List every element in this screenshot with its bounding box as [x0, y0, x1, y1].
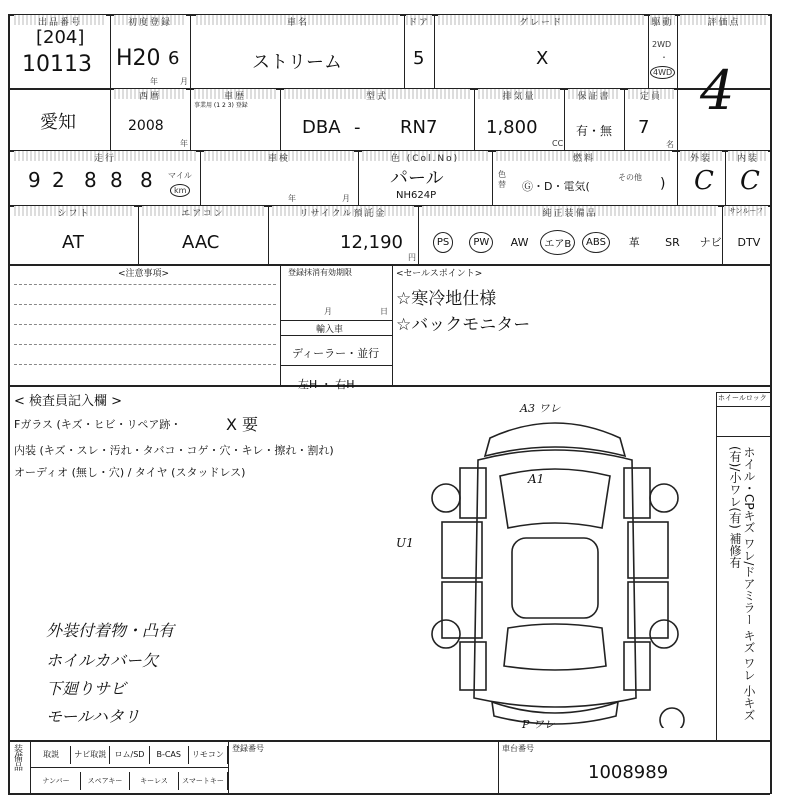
inspection-label: 車検 — [204, 151, 354, 161]
fuel-close: ) — [660, 176, 666, 192]
exterior-label: 外装 — [680, 151, 722, 161]
first-reg-month: 6 — [168, 48, 180, 69]
footer-equipment-item: スペアキー — [81, 772, 130, 790]
steering-side: 左H ・ 右H — [298, 378, 355, 391]
footer-equipment-item: キーレス — [130, 772, 179, 790]
register-label: 登録番号 — [232, 744, 264, 753]
equipment-item-label: エアB — [540, 230, 575, 255]
cc-unit: CC — [552, 139, 564, 148]
first-reg-era: H20 — [116, 46, 161, 71]
equipment-item — [692, 226, 730, 258]
equipment-item — [500, 226, 538, 258]
equipment-item — [615, 226, 653, 258]
sunroof-label: サンルーフ — [724, 206, 768, 216]
footer-equipment-item: リモコン — [189, 746, 228, 764]
footer-equipment-item: ナビ取説 — [71, 746, 110, 764]
handwritten-note-3: 下廻りサビ — [46, 679, 127, 698]
equipment-label: 純正装備品 — [422, 206, 718, 216]
footer-equipment-item: 取説 — [32, 746, 71, 764]
mark-a3: A3 ワレ — [520, 402, 561, 415]
footer-equipment-item: スマートキー — [179, 772, 228, 790]
equipment-item — [462, 226, 500, 258]
km-unit-circled: km — [170, 184, 190, 197]
model-dash: - — [354, 117, 361, 138]
doors-label: ドア — [406, 15, 432, 25]
chassis-number: 1008989 — [588, 762, 669, 783]
expiry-label: 登録抹消有効期限 — [288, 268, 352, 277]
glass-line: Fガラス (キズ・ヒビ・リペア跡・ — [14, 418, 182, 431]
mileage-digit-5: 8 — [140, 168, 153, 192]
mark-u1: U1 — [396, 536, 414, 550]
equipment-item — [539, 226, 577, 258]
history-label: 車歴 — [194, 89, 276, 99]
equipment-item-label: PS — [433, 232, 453, 253]
warranty-label: 保証書 — [568, 89, 620, 99]
year-unit-2: 年 — [180, 139, 188, 148]
ac: AAC — [182, 232, 220, 253]
color-code: NH624P — [396, 190, 437, 201]
dealer-parallel: ディーラー・並行 — [292, 347, 380, 360]
score: 4 — [700, 59, 735, 122]
year-label: 西暦 — [114, 89, 186, 99]
mileage-label: 走行 — [14, 151, 196, 161]
equipment-item-label: ABS — [582, 232, 610, 253]
warranty: 有・無 — [576, 124, 613, 138]
inspector-title: < 検査員記入欄 > — [14, 394, 123, 409]
equipment-item-label: SR — [665, 235, 680, 249]
displacement-label: 排気量 — [478, 89, 560, 99]
color: パール — [390, 168, 444, 189]
footer-equipment-row-2 — [32, 772, 228, 790]
footer-equipment-item: ロム/SD — [110, 746, 149, 764]
model-prefix: DBA — [302, 117, 341, 138]
drive-4wd-circled: 4WD — [650, 66, 675, 79]
ac-label: エアコン — [142, 206, 264, 216]
recycle-fee: 12,190 — [340, 232, 403, 253]
fuel-options: Ⓖ・D・電気( — [522, 180, 590, 193]
mark-p: P ワレ — [522, 718, 555, 731]
month-unit: 月 — [180, 77, 188, 86]
doors: 5 — [413, 48, 425, 69]
inspection-year-unit: 年 — [288, 194, 296, 203]
audio-line: オーディオ (無し・穴) / タイヤ (スタッドレス) — [14, 466, 246, 479]
year-unit: 年 — [150, 77, 158, 86]
glass-mark: X 要 — [226, 415, 259, 434]
displacement: 1,800 — [486, 117, 538, 138]
mile-unit: マイル — [168, 171, 192, 180]
shift: AT — [62, 232, 84, 253]
footer-equipment-item: ナンバー — [32, 772, 81, 790]
drive-label: 駆動 — [650, 15, 675, 25]
equipment-item-label: 革 — [628, 236, 640, 249]
inspection-month-unit: 月 — [342, 194, 350, 203]
expiry-day-label: 日 — [380, 307, 388, 316]
car-name: ストリーム — [252, 52, 342, 73]
equipment-item-label: AW — [510, 235, 529, 249]
mileage-digit-4: 8 — [110, 168, 123, 192]
year-value: 2008 — [128, 118, 164, 134]
equipment-item-label: DTV — [737, 235, 761, 249]
first-reg-label: 初度登録 — [114, 15, 186, 25]
car-name-label: 車名 — [196, 15, 400, 25]
exterior-grade: C — [694, 166, 714, 196]
fuel-other: その他 — [618, 173, 642, 182]
equipment-row — [424, 226, 768, 258]
chassis-label: 車台番号 — [502, 744, 534, 753]
footer-side-label: 装備品 — [12, 744, 22, 771]
drive-2wd: 2WD — [652, 40, 672, 49]
recycle-label: リサイクル預託金 — [272, 206, 414, 216]
grade-label: グレード — [438, 15, 644, 25]
sales-label: <セールスポイント> — [396, 269, 483, 279]
seats: 7 — [638, 117, 650, 138]
model-code: RN7 — [400, 117, 438, 138]
seats-unit: 名 — [666, 140, 674, 149]
color-label: 色 (Col.No) — [362, 151, 488, 161]
mark-a1: A1 — [528, 472, 545, 486]
wheel-lock-label: ホイールロック — [718, 394, 767, 402]
score-label: 評価点 — [680, 15, 768, 25]
side-note: ホイル・CPキズ ワレ/ドアミラー キズ ワレ 小キズ(有)/小ワレ(有) 補修有 — [728, 446, 756, 721]
drive-dot: ・ — [660, 53, 668, 62]
color-change: 色替 — [498, 170, 506, 189]
interior-line: 内装 (キズ・スレ・汚れ・タバコ・コゲ・穴・キレ・擦れ・割れ) — [14, 444, 334, 457]
caution-label: <注意事項> — [118, 269, 170, 279]
handwritten-note-1: 外装付着物・凸有 — [46, 621, 175, 640]
handwritten-note-4: モールハタリ — [46, 707, 140, 726]
footer-equipment-item: B-CAS — [150, 746, 189, 764]
import-label: 輸入車 — [316, 325, 344, 335]
expiry-month-label: 月 — [324, 307, 332, 316]
lot-label: 出品番号 — [14, 15, 106, 25]
yen-unit: 円 — [408, 253, 416, 262]
shift-label: シフト — [14, 206, 134, 216]
mileage-digit-1: 9 — [28, 168, 41, 192]
equipment-item-label: ナビ — [699, 236, 722, 249]
handwritten-note-2: ホイルカバー欠 — [46, 651, 159, 670]
interior-grade: C — [740, 166, 760, 196]
car-damage-diagram — [420, 398, 690, 728]
history-sub: 事業用 (1 2 3) 登録 — [194, 102, 248, 109]
mileage-digit-3: 8 — [84, 168, 97, 192]
lot-prefix: [204] — [36, 27, 85, 48]
region: 愛知 — [40, 112, 76, 133]
grade: X — [536, 48, 549, 69]
lot-number: 10113 — [22, 52, 92, 77]
fuel-label: 燃料 — [496, 151, 672, 161]
sales-point-2: ☆バックモニター — [396, 315, 531, 335]
equipment-item — [577, 226, 615, 258]
equipment-item-label: PW — [469, 232, 493, 253]
equipment-item — [730, 226, 768, 258]
interior-label: 内装 — [728, 151, 768, 161]
model-label: 型式 — [284, 89, 470, 99]
mileage-digit-2: 2 — [52, 168, 65, 192]
footer-equipment-row-1 — [32, 746, 228, 764]
equipment-item — [424, 226, 462, 258]
equipment-item — [653, 226, 691, 258]
seats-label: 定員 — [628, 89, 674, 99]
sales-point-1: ☆寒冷地仕様 — [396, 289, 497, 309]
